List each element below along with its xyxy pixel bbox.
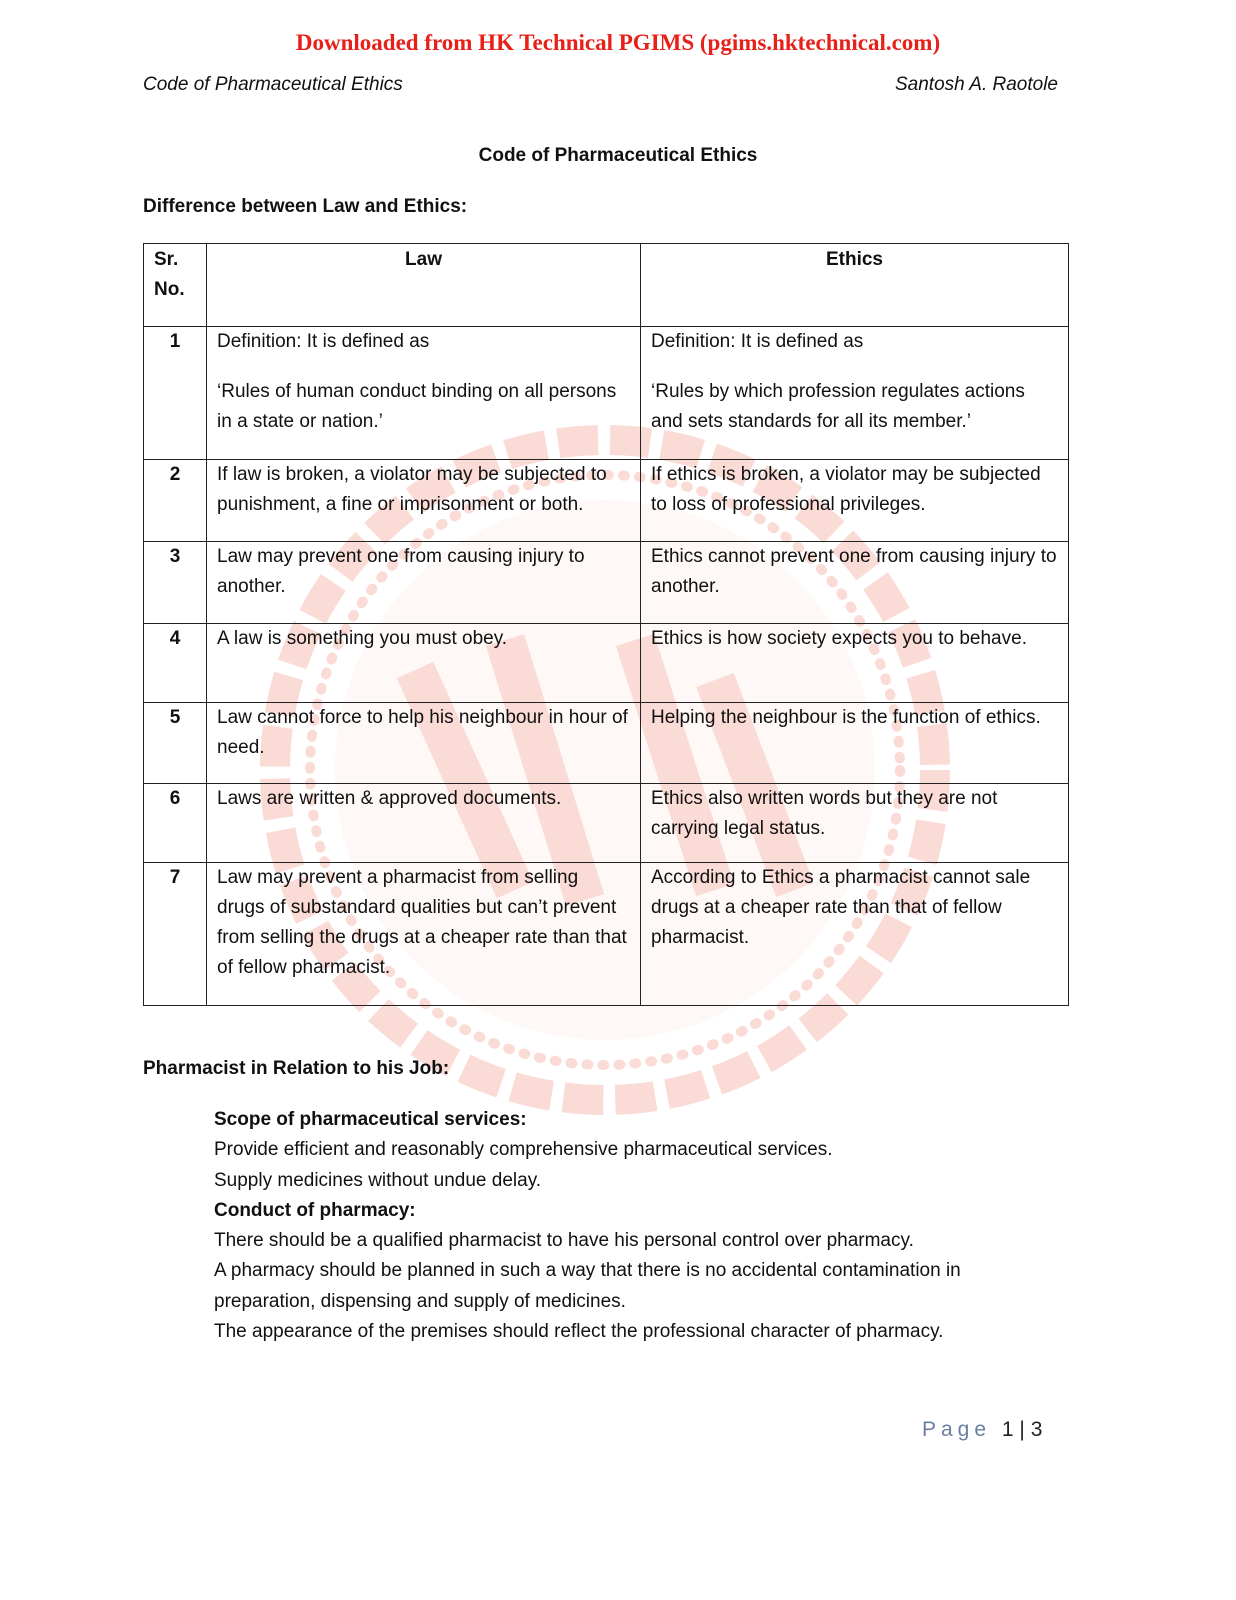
cell-law [207, 542, 641, 624]
cell-text: Ethics cannot prevent one from causing injury to another. [651, 546, 1057, 597]
cell-ethics [641, 542, 1069, 624]
conduct-heading: Conduct of pharmacy: [214, 1199, 416, 1221]
cell-text: If law is broken, a violator may be subjected to punishment, a fine or imprisonment or both. [217, 464, 607, 515]
page-title: Code of Pharmaceutical Ethics [478, 145, 758, 166]
law-vs-ethics-table [143, 243, 1069, 1006]
cell-text: Law cannot force to help his neighbour in hour of need. [217, 707, 628, 758]
scope-heading: Scope of pharmaceutical services: [214, 1109, 527, 1130]
download-banner: Downloaded from HK Technical PGIMS (pgims.hktechnical.com) [295, 30, 941, 55]
cell-text: Helping the neighbour is the function of ethics. [651, 707, 1041, 728]
row-number: 5 [144, 703, 207, 784]
section-heading: Pharmacist in Relation to his Job: [143, 1058, 450, 1079]
header-law: Law [207, 244, 641, 327]
cell-law [207, 624, 641, 703]
cell-text: Ethics is how society expects you to behave. [651, 628, 1027, 649]
cell-law [207, 784, 641, 863]
table-row [144, 703, 1069, 784]
table-row [144, 542, 1069, 624]
cell-text: Definition: It is defined as [217, 331, 430, 352]
header-sr-no: Sr. No. [144, 244, 207, 327]
cell-law [207, 703, 641, 784]
cell-text: If ethics is broken, a violator may be subjected to loss of professional privileges. [651, 464, 1041, 515]
conduct-item: The appearance of the premises should reflect the professional character of pharmacy. [214, 1321, 944, 1343]
cell-ethics [641, 624, 1069, 703]
cell-law [207, 460, 641, 542]
row-number: 6 [144, 784, 207, 863]
cell-text: A law is something you must obey. [217, 628, 508, 649]
cell-law [207, 863, 641, 1006]
cell-ethics [641, 784, 1069, 863]
cell-text: Definition: It is defined as [651, 331, 864, 352]
scope-item: Provide efficient and reasonably comprehensive pharmaceutical services. [214, 1139, 833, 1161]
row-number: 3 [144, 542, 207, 624]
table-row [144, 784, 1069, 863]
cell-ethics [641, 460, 1069, 542]
page-number [922, 1418, 1042, 1442]
header-doc-title: Code of Pharmaceutical Ethics [143, 74, 403, 95]
header-author: Santosh A. Raotole [894, 74, 1058, 95]
page-label: Page [922, 1418, 992, 1441]
cell-text: ‘Rules of human conduct binding on all persons in a state or nation.’ [217, 381, 617, 432]
table-heading: Difference between Law and Ethics: [143, 196, 468, 217]
row-number: 1 [144, 327, 207, 460]
cell-text: Law may prevent one from causing injury to another. [217, 546, 585, 597]
cell-text: Laws are written & approved documents. [217, 788, 562, 809]
conduct-item: A pharmacy should be planned in such a way that there is no accidental contamination in preparation, dispensing and supply of medicines. [214, 1260, 961, 1312]
page-count: 1 | 3 [1001, 1418, 1043, 1441]
cell-ethics [641, 327, 1069, 460]
header-ethics: Ethics [641, 244, 1069, 327]
section-body [214, 1105, 1014, 1347]
cell-text: Ethics also written words but they are not carrying legal status. [651, 788, 998, 839]
row-number: 2 [144, 460, 207, 542]
table-row [144, 863, 1069, 1006]
table-row [144, 460, 1069, 542]
table-row [144, 327, 1069, 460]
cell-ethics [641, 703, 1069, 784]
cell-text: Law may prevent a pharmacist from selling drugs of substandard qualities but can’t prevent from selling the drugs at a cheaper rate than that of fellow pharmacist. [217, 867, 627, 978]
cell-ethics [641, 863, 1069, 1006]
cell-law [207, 327, 641, 460]
conduct-item: There should be a qualified pharmacist to have his personal control over pharmacy. [214, 1230, 914, 1252]
table-row [144, 624, 1069, 703]
row-number: 7 [144, 863, 207, 1006]
cell-text: According to Ethics a pharmacist cannot sale drugs at a cheaper rate than that of fellow pharmacist. [651, 867, 1031, 948]
row-number: 4 [144, 624, 207, 703]
cell-text: ‘Rules by which profession regulates actions and sets standards for all its member.’ [651, 381, 1025, 432]
scope-item: Supply medicines without undue delay. [214, 1169, 542, 1191]
